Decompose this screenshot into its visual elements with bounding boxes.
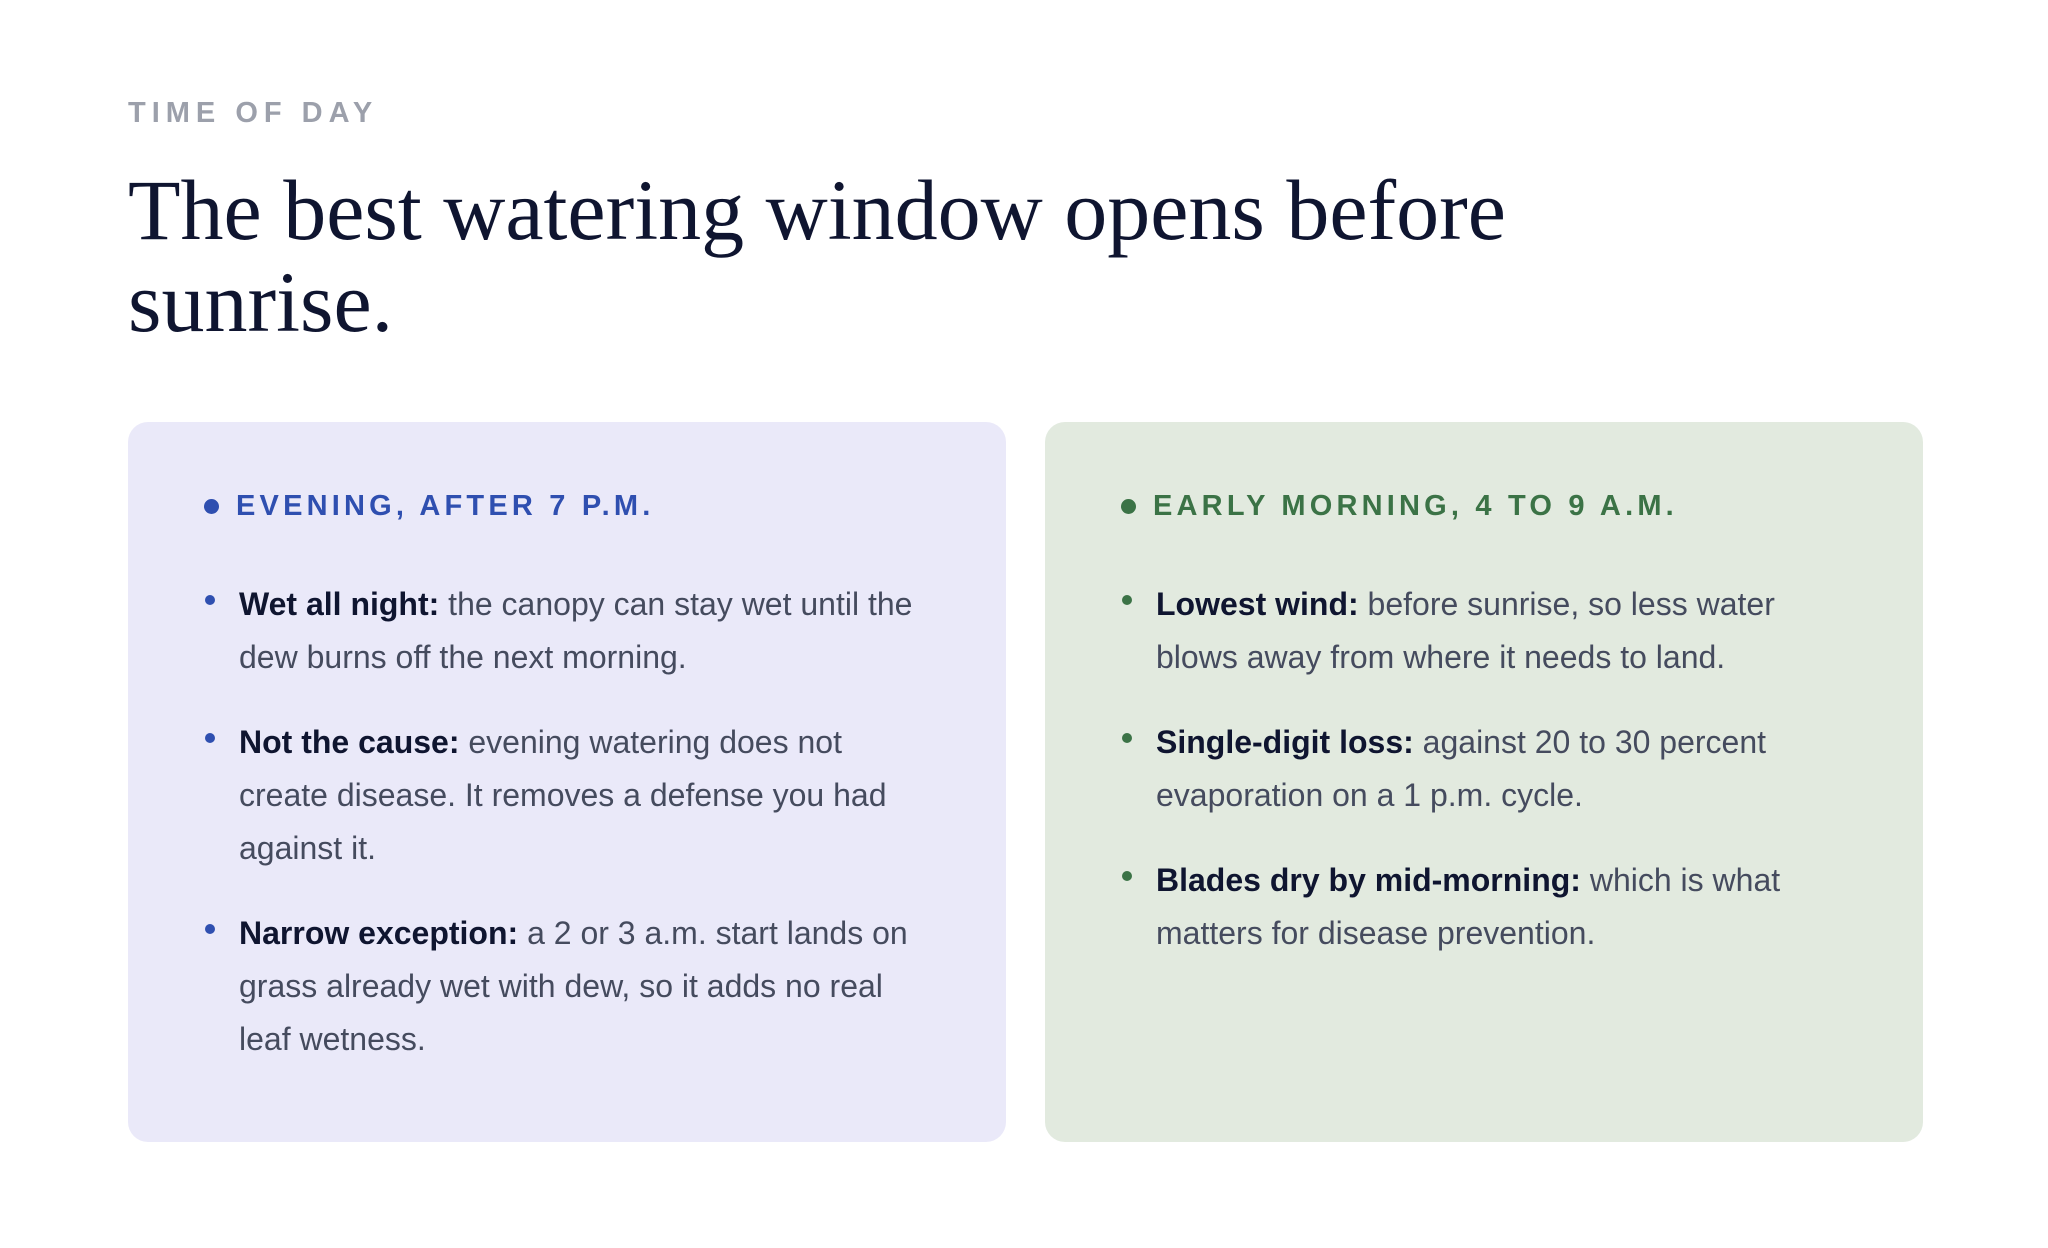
bullet-term: Wet all night: [239,586,440,622]
bullet-icon [1122,595,1132,605]
list-item [204,907,934,1066]
list-item [1121,854,1851,960]
bullet-icon [205,595,215,605]
bullet-icon [205,733,215,743]
evening-card [128,422,1006,1142]
evening-dot-icon [204,499,219,514]
bullet-term: Narrow exception: [239,915,519,951]
bullet-term: Blades dry by mid-morning: [1156,862,1581,898]
bullet-text: which is what matters for disease prevention. [1156,862,1781,951]
bullet-term: Not the cause: [239,724,460,760]
bullet-text: the canopy can stay wet until the dew burns off the next morning. [239,586,913,675]
page-title: The best watering window opens before sunrise. [128,162,1506,350]
morning-card-heading [1121,489,1851,523]
bullet-term: Single-digit loss: [1156,724,1414,760]
morning-dot-icon [1121,499,1136,514]
bullet-text: a 2 or 3 a.m. start lands on grass already wet with dew, so it adds no real leaf wetness. [239,915,908,1057]
list-item [1121,716,1851,822]
bullet-icon [1122,733,1132,743]
list-item [204,716,934,875]
evening-card-title: EVENING, AFTER 7 P.M. [236,490,655,522]
bullet-icon [205,924,215,934]
list-item [204,578,934,684]
bullet-icon [1122,871,1132,881]
morning-bullet-list [1121,578,1851,960]
evening-bullet-list [204,578,934,1066]
morning-card-title: EARLY MORNING, 4 TO 9 A.M. [1153,490,1678,522]
comparison-cards [128,422,1924,1142]
list-item [1121,578,1851,684]
eyebrow-label: TIME OF DAY [128,97,379,129]
bullet-term: Lowest wind: [1156,586,1359,622]
evening-card-heading [204,489,934,523]
bullet-text: before sunrise, so less water blows away from where it needs to land. [1156,586,1775,675]
morning-card [1045,422,1923,1142]
bullet-text: against 20 to 30 percent evaporation on a 1 p.m. cycle. [1156,724,1767,813]
bullet-text: evening watering does not create disease. It removes a defense you had against it. [239,724,887,866]
